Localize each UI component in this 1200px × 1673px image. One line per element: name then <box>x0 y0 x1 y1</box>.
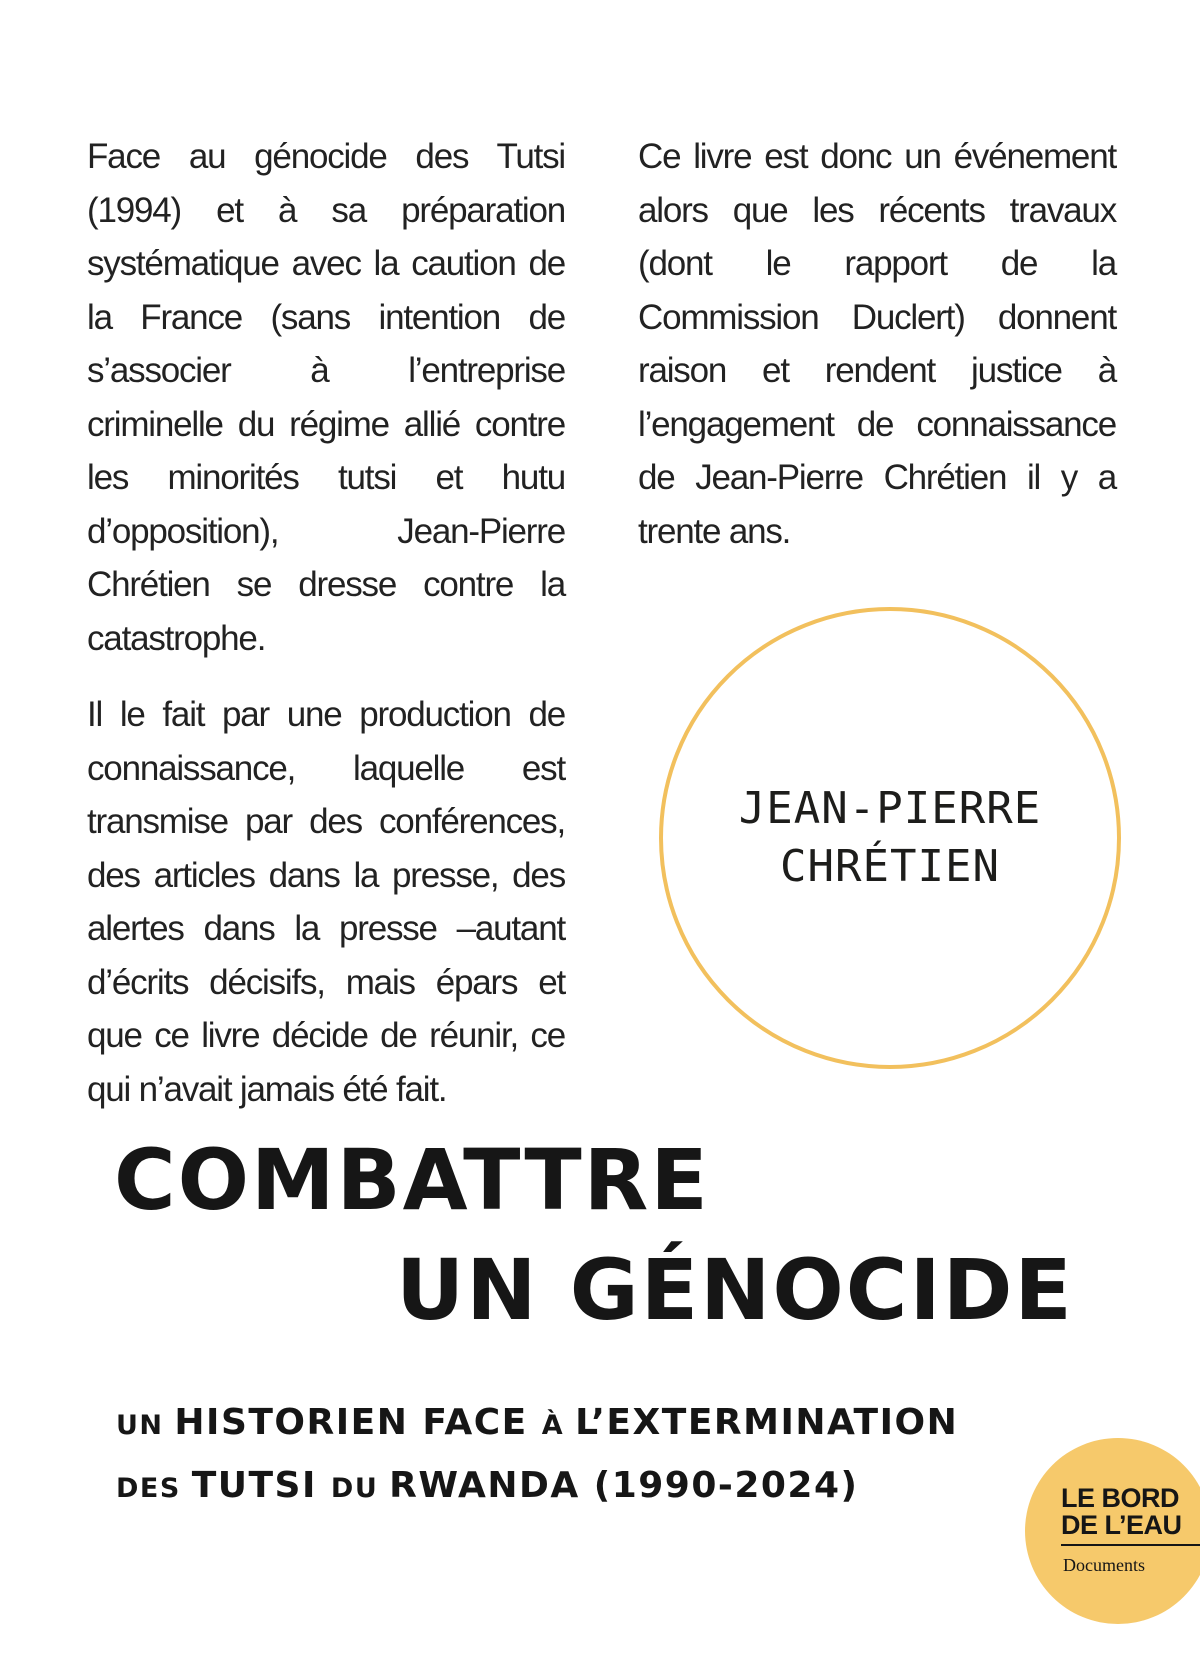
book-subtitle-line-1 <box>116 1399 958 1450</box>
back-cover-text-left <box>87 130 565 1139</box>
author-first-name: JEAN-PIERRE <box>738 783 1042 834</box>
publisher-collection: Documents <box>1063 1555 1145 1575</box>
subtitle-word: DES <box>116 1473 192 1504</box>
subtitle-word: HISTORIEN FACE <box>174 1402 542 1443</box>
book-subtitle-line-2 <box>116 1462 858 1513</box>
subtitle-word: RWANDA (1990-2024) <box>389 1465 859 1506</box>
subtitle-word: À <box>541 1410 576 1441</box>
blurb-paragraph-3: Ce livre est donc un événement alors que les récents travaux (dont le rapport de la Commission Duclert) donnent raison et rendent justice à l’engagement de connaissance de Jean-Pierre Chrétien il y a trente ans. <box>638 137 1116 551</box>
back-cover-text-right <box>638 130 1116 581</box>
publisher-divider <box>1061 1544 1200 1546</box>
author-last-name: CHRÉTIEN <box>780 841 1000 892</box>
subtitle-word: L’EXTERMINATION <box>575 1402 959 1443</box>
subtitle-word: TUTSI <box>191 1465 331 1506</box>
book-title-line-2: UN GÉNOCIDE <box>396 1241 1074 1339</box>
author-circle <box>659 607 1121 1069</box>
blurb-paragraph-1: Face au génocide des Tutsi (1994) et à sa préparation systématique avec la caution de la France (sans intention de s’associer à l’entreprise criminelle du régime allié contre les minorités tutsi et hutu d’opposition), Jean-Pierre Chrétien se dresse contre la catastrophe. <box>87 137 565 658</box>
publisher-logo <box>1025 1438 1200 1624</box>
publisher-name-line-1: LE BORD <box>1061 1483 1179 1513</box>
blurb-paragraph-2: Il le fait par une production de connaissance, laquelle est transmise par des conférences, des articles dans la presse, des alertes dans la presse –autant d’écrits décisifs, mais épars et que ce livre décide de réunir, ce qui n’avait jamais été fait. <box>87 695 565 1109</box>
subtitle-word: UN <box>116 1410 175 1441</box>
subtitle-word: DU <box>330 1473 390 1504</box>
book-title-line-1: COMBATTRE <box>114 1131 710 1229</box>
publisher-name-line-2: DE L’EAU <box>1061 1510 1182 1540</box>
